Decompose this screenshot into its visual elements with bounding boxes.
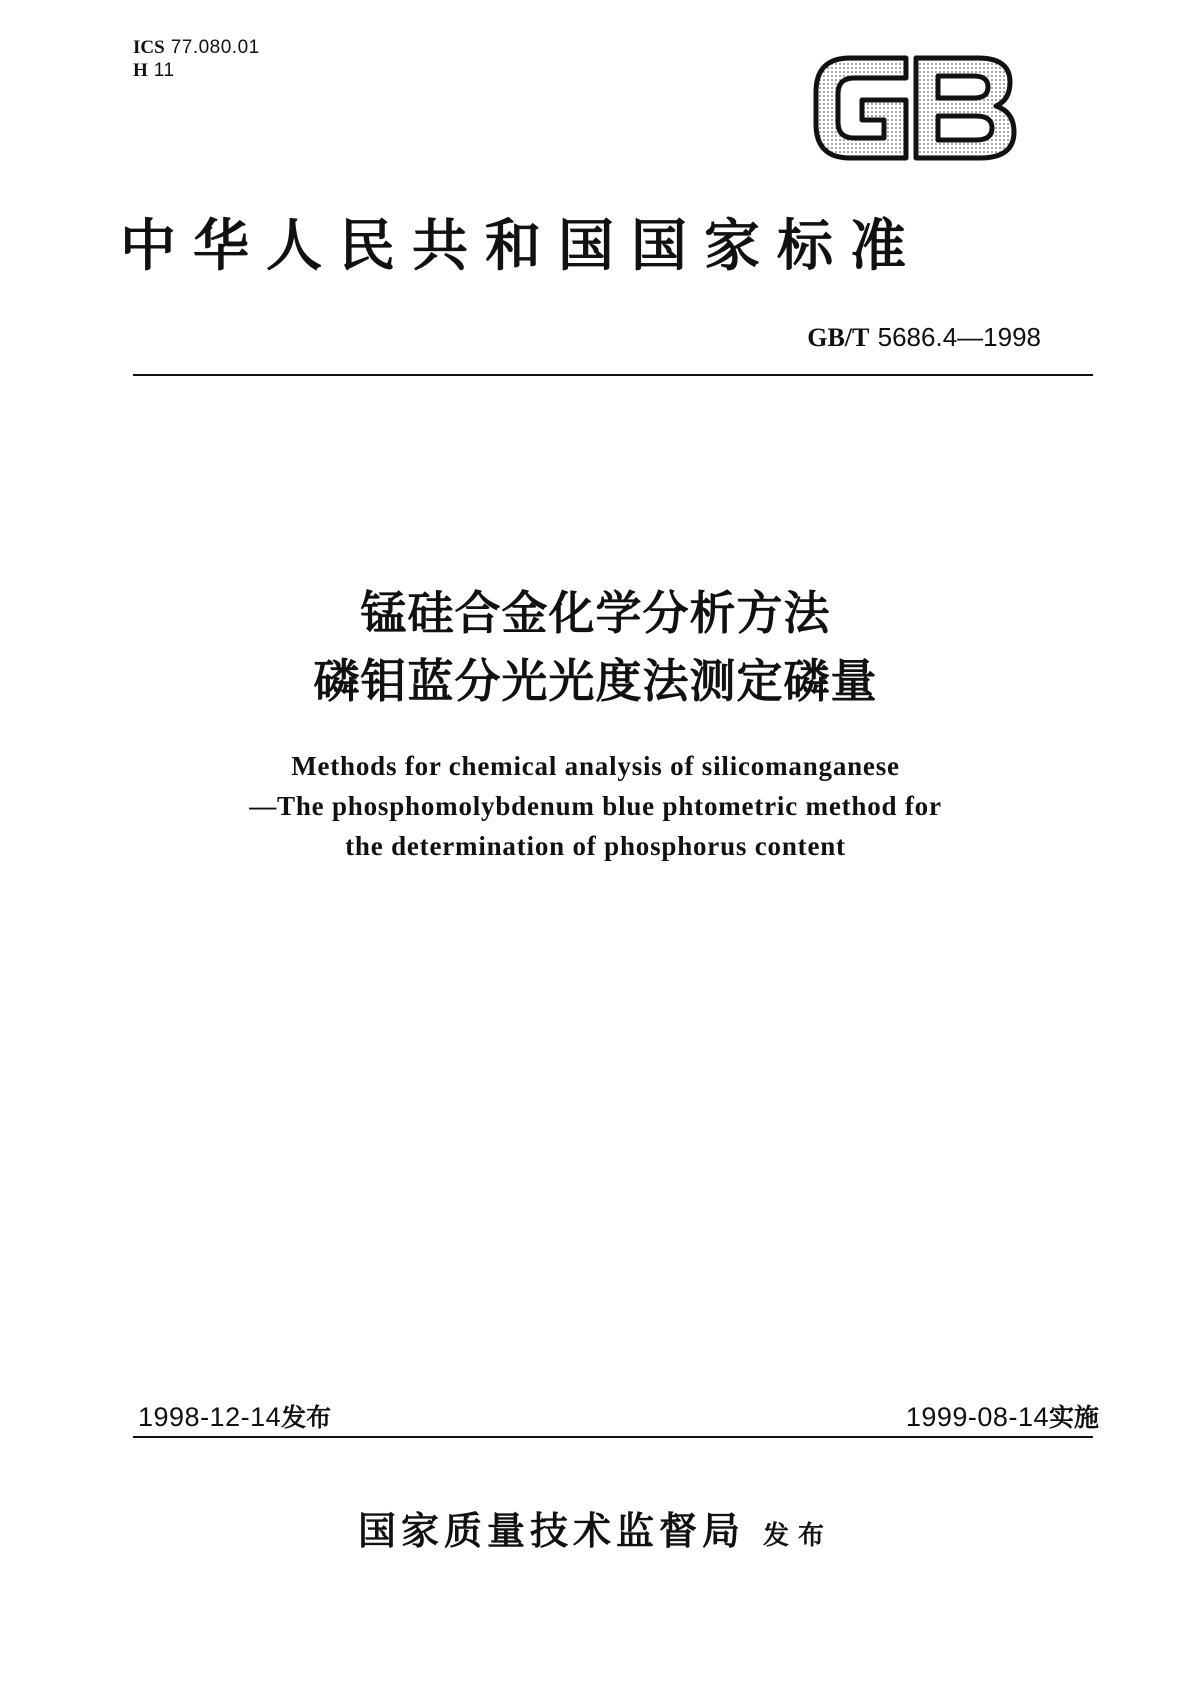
english-title-line-3: the determination of phosphorus content: [345, 831, 846, 861]
footer-divider: [133, 1436, 1093, 1438]
gb-logo: [810, 50, 1020, 165]
standard-number: [807, 322, 1041, 353]
ics-line: [133, 36, 260, 59]
national-standard-title: 中华人民共和国国家标准: [120, 213, 923, 279]
chinese-title-line-2: 磷钼蓝分光光度法测定磷量: [313, 654, 878, 708]
effective-date: [906, 1398, 1099, 1434]
ics-code: 77.080.01: [170, 37, 260, 58]
english-title-line-1: Methods for chemical analysis of silicomanganese: [291, 751, 900, 781]
standard-code: 5686.4—1998: [877, 322, 1041, 352]
issue-label: 发布: [281, 1403, 332, 1432]
ccs-code: 11: [153, 60, 175, 81]
standard-prefix: GB/T: [807, 323, 870, 352]
chinese-title-line-1: 锰硅合金化学分析方法: [360, 586, 831, 640]
issuing-organization: 国家质量技术监督局: [357, 1508, 745, 1553]
effective-label: 实施: [1048, 1403, 1099, 1432]
english-title-line-2: —The phosphomolybdenum blue phtometric method for: [249, 791, 942, 821]
ics-label: ICS: [133, 37, 165, 58]
classification-codes: [133, 36, 260, 82]
issue-date-value: 1998-12-14: [138, 1402, 282, 1432]
issuer: [0, 1500, 1191, 1555]
effective-date-value: 1999-08-14: [905, 1402, 1049, 1432]
issuing-action: 发布: [763, 1521, 834, 1551]
ccs-line: [133, 59, 260, 82]
ccs-label: H: [133, 60, 148, 81]
issue-date: [138, 1398, 331, 1434]
header-divider: [133, 374, 1093, 376]
